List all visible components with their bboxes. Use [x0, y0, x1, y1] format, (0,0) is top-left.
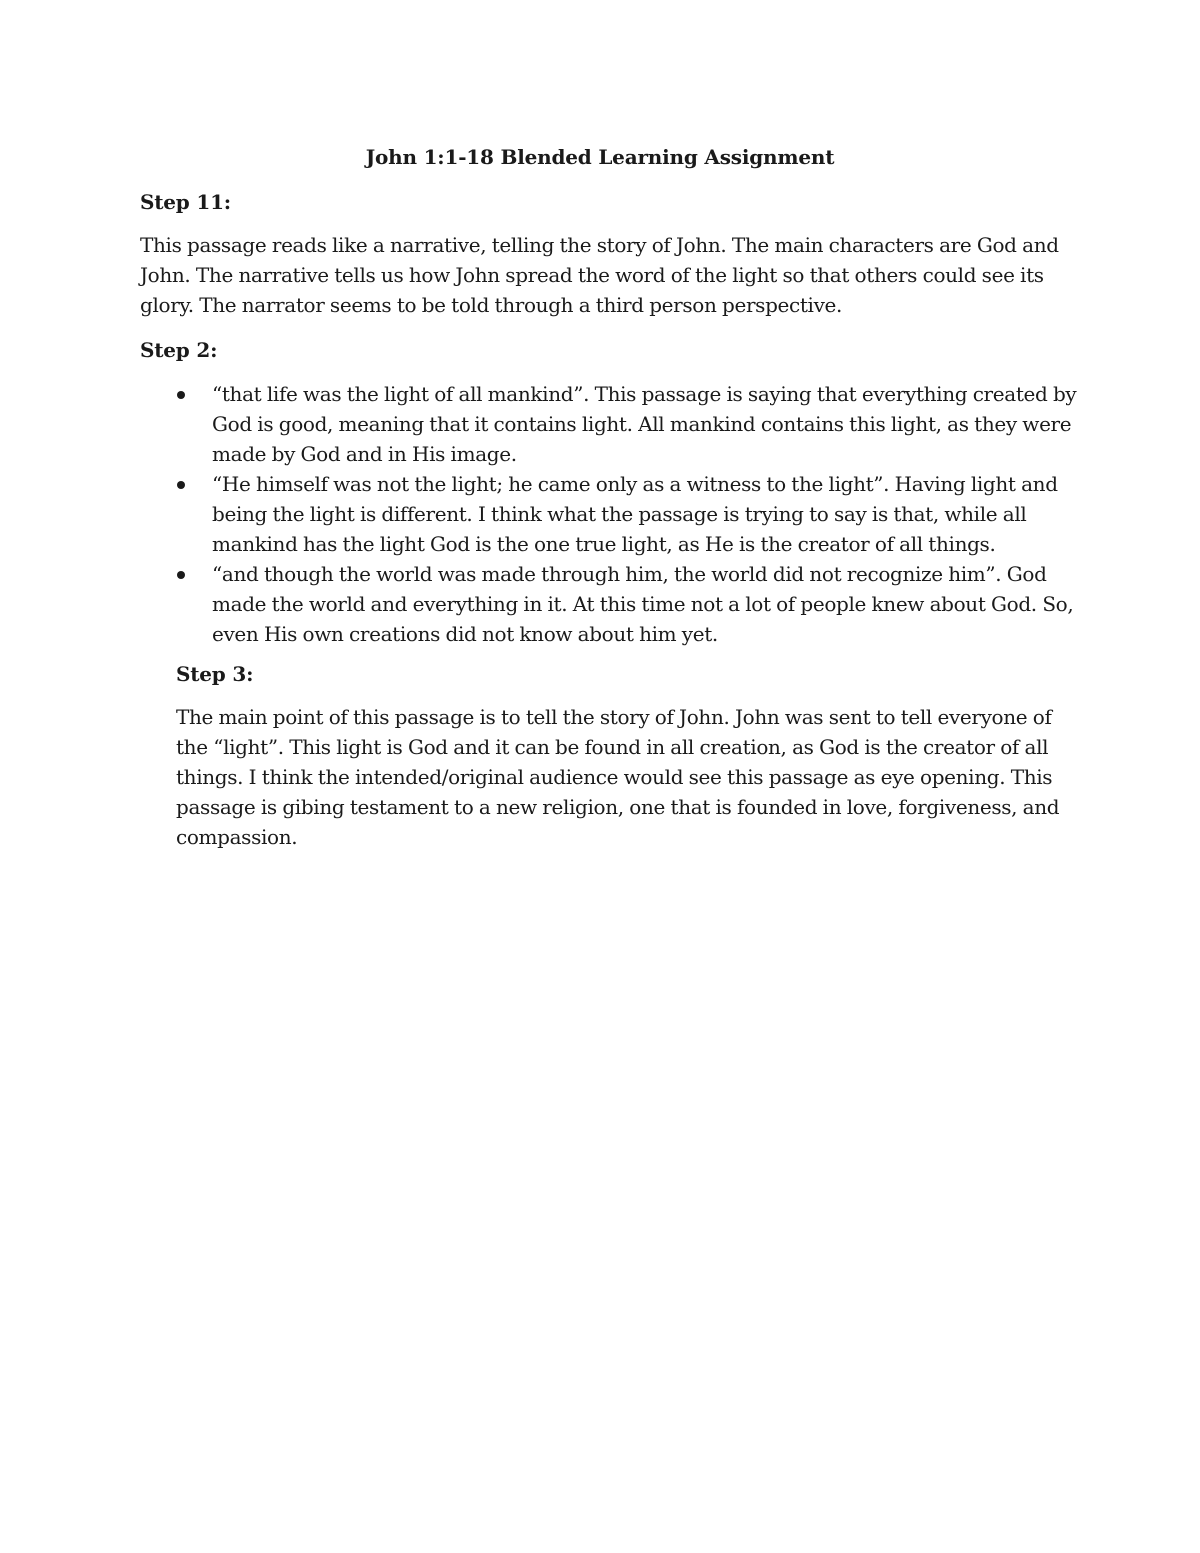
paragraph-line: This passage reads like a narrative, telling the story of John. The main characters are God and [140, 233, 1059, 257]
bullet-icon [177, 571, 185, 579]
bullet-line: being the light is different. I think what the passage is trying to say is that, while all [212, 502, 1027, 526]
paragraph-line: the “light”. This light is God and it can be found in all creation, as God is the creator of all [176, 735, 1049, 759]
paragraph-line: things. I think the intended/original audience would see this passage as eye opening. This [176, 765, 1053, 789]
bullet-line: “that life was the light of all mankind”. This passage is saying that everything created by [212, 382, 1077, 406]
step2-bullet-list [140, 379, 1100, 649]
step2-heading: Step 2: [140, 338, 218, 362]
paragraph-line: The main point of this passage is to tell the story of John. John was sent to tell everyone of [176, 705, 1052, 729]
document-title: John 1:1-18 Blended Learning Assignment [365, 145, 835, 169]
bullet-line: “He himself was not the light; he came only as a witness to the light”. Having light and [212, 472, 1058, 496]
bullet-line: “and though the world was made through him, the world did not recognize him”. God [212, 562, 1047, 586]
step1-paragraph [140, 230, 1059, 320]
bullet-line: God is good, meaning that it contains light. All mankind contains this light, as they were [212, 412, 1072, 436]
step1-heading: Step 11: [140, 190, 231, 214]
paragraph-line: compassion. [176, 825, 298, 849]
bullet-line: even His own creations did not know about him yet. [212, 622, 718, 646]
step3-heading: Step 3: [176, 662, 254, 686]
list-item [140, 379, 1100, 469]
bullet-line: made by God and in His image. [212, 442, 517, 466]
paragraph-line: passage is gibing testament to a new religion, one that is founded in love, forgiveness, and [176, 795, 1060, 819]
list-item [140, 469, 1100, 559]
bullet-line: mankind has the light God is the one true light, as He is the creator of all things. [212, 532, 996, 556]
paragraph-line: glory. The narrator seems to be told through a third person perspective. [140, 293, 843, 317]
bullet-line: made the world and everything in it. At this time not a lot of people knew about God. So, [212, 592, 1074, 616]
paragraph-line: John. The narrative tells us how John spread the word of the light so that others could see its [140, 263, 1044, 287]
step3-paragraph [176, 702, 1059, 852]
bullet-icon [177, 391, 185, 399]
list-item [140, 559, 1100, 649]
bullet-icon [177, 481, 185, 489]
